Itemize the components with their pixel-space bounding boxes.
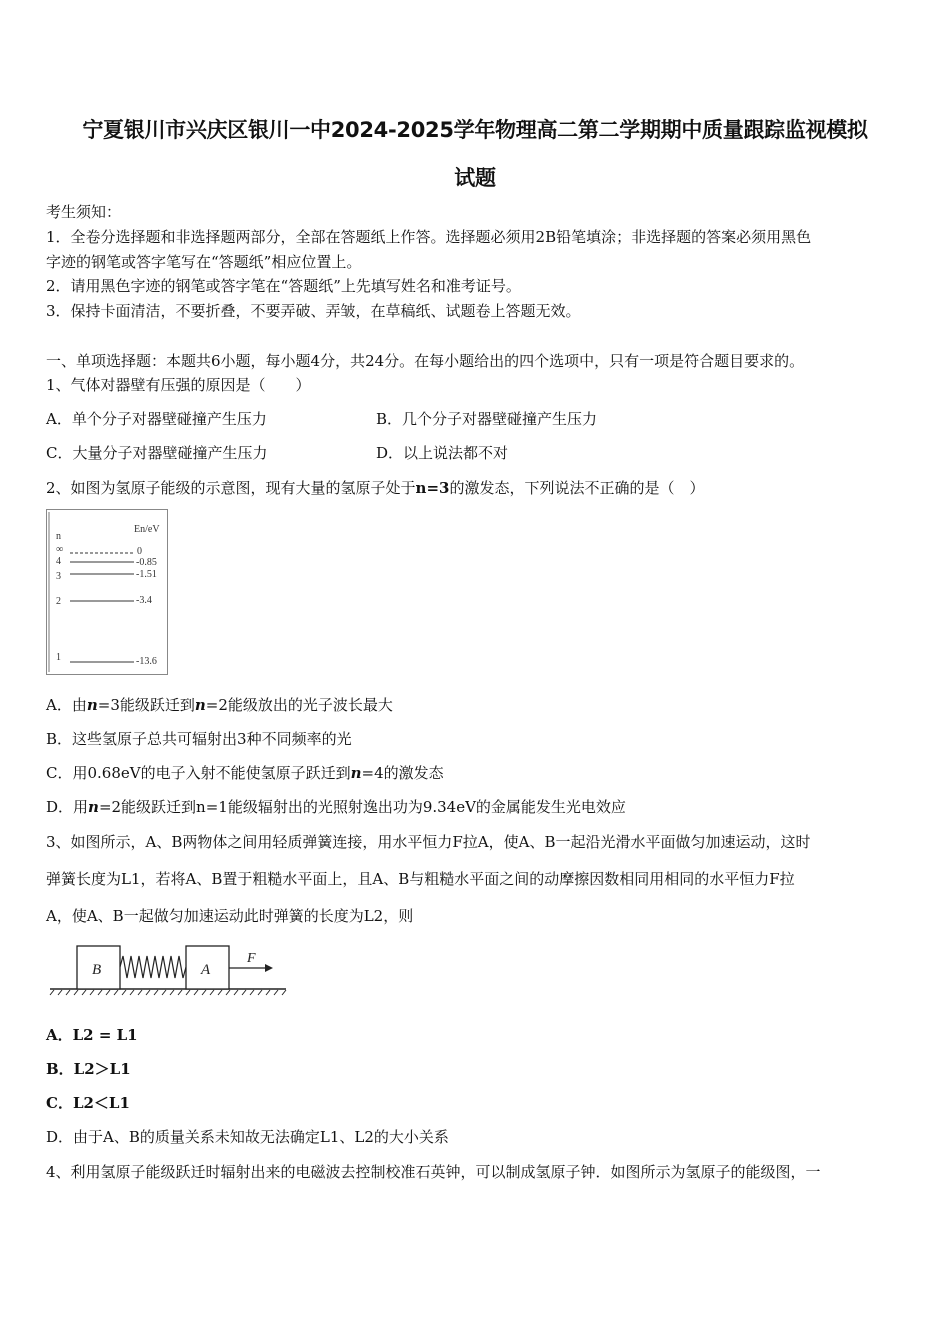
q1-option-b: B．几个分子对器壁碰撞产生压力 [376, 410, 598, 428]
q2-stem: 2、如图为氢原子能级的示意图，现有大量的氢原子处于n=3的激发态，下列说法不正确的是（ ） [46, 479, 705, 497]
level-2-label: 2 [56, 596, 61, 607]
force-arrow-head [265, 964, 273, 972]
q1-option-a: A．单个分子对器壁碰撞产生压力 [46, 410, 267, 428]
q3-stem-line-1: 3、如图所示，A、B两物体之间用轻质弹簧连接，用水平恒力F拉A，使A、B一起沿光滑水平面做匀加速运动，这时 [46, 833, 811, 851]
q2-option-d: D．用n=2能级跃迁到n=1能级辐射出的光照射逸出功为9.34eV的金属能发生光电效应 [46, 798, 626, 816]
level-1-energy: -13.6 [136, 656, 157, 667]
spring [120, 956, 186, 978]
q3-stem-line-3: A，使A、B一起做匀加速运动此时弹簧的长度为L2，则 [46, 907, 414, 925]
q2-option-b: B．这些氢原子总共可辐射出3种不同频率的光 [46, 730, 352, 748]
level-4-energy: -0.85 [136, 557, 157, 568]
q3-option-b: B．L2＞L1 [46, 1060, 131, 1078]
notice-item-1-cont: 字迹的钢笔或答字笔写在“答题纸”相应位置上。 [46, 253, 362, 271]
block-b-label: B [92, 962, 102, 978]
q3-option-d: D．由于A、B的质量关系未知故无法确定L1、L2的大小关系 [46, 1128, 449, 1146]
page-title-cont: 试题 [454, 166, 496, 190]
level-1-label: 1 [56, 652, 61, 663]
q3-option-a: A．L2 = L1 [46, 1026, 138, 1044]
notice-heading: 考生须知： [46, 203, 122, 221]
level-inf-label: ∞ [56, 544, 64, 555]
energy-level-diagram [46, 509, 168, 675]
level-4-label: 4 [56, 556, 61, 567]
q3-stem-line-2: 弹簧长度为L1，若将A、B置于粗糙水平面上，且A、B与粗糙水平面之间的动摩擦因数相同用相同的水平恒力F拉 [46, 870, 795, 888]
q4-stem: 4、利用氢原子能级跃迁时辐射出来的电磁波去控制校准石英钟，可以制成氢原子钟．如图所示为氢原子的能级图，一 [46, 1163, 821, 1181]
notice-item-3: 3．保持卡面清洁，不要折叠，不要弄破、弄皱，在草稿纸、试题卷上答题无效。 [46, 302, 581, 320]
page-title: 宁夏银川市兴庆区银川一中2024-2025学年物理高二第二学期期中质量跟踪监视模拟 [82, 118, 868, 142]
notice-item-1: 1．全卷分选择题和非选择题两部分，全部在答题纸上作答。选择题必须用2B铅笔填涂；非选择题的答案必须用黑色 [46, 228, 812, 246]
q1-option-d: D．以上说法都不对 [376, 444, 509, 462]
level-inf-energy: 0 [137, 546, 142, 557]
block-a-label: A [201, 962, 211, 978]
level-3-energy: -1.51 [136, 569, 157, 580]
q2-option-c: C．用0.68eV的电子入射不能使氢原子跃迁到n=4的激发态 [46, 764, 444, 782]
q1-stem: 1、气体对器壁有压强的原因是（ ） [46, 376, 311, 394]
notice-item-2: 2．请用黑色字迹的钢笔或答字笔在“答题纸”上先填写姓名和准考证号。 [46, 277, 521, 295]
section-heading: 一、单项选择题：本题共6小题，每小题4分，共24分。在每小题给出的四个选项中，只有一项是符合题目要求的。 [46, 352, 805, 370]
force-label: F [247, 951, 256, 966]
spring-blocks-diagram [48, 942, 290, 998]
level-2-energy: -3.4 [136, 595, 152, 606]
q2-option-a: A．由n=3能级跃迁到n=2能级放出的光子波长最大 [46, 696, 393, 714]
energy-axis-label: En/eV [134, 524, 160, 535]
n-axis-label: n [56, 531, 61, 542]
q1-option-c: C．大量分子对器壁碰撞产生压力 [46, 444, 268, 462]
level-3-label: 3 [56, 571, 61, 582]
ground-hatch [50, 990, 286, 995]
q3-option-c: C．L2＜L1 [46, 1094, 130, 1112]
